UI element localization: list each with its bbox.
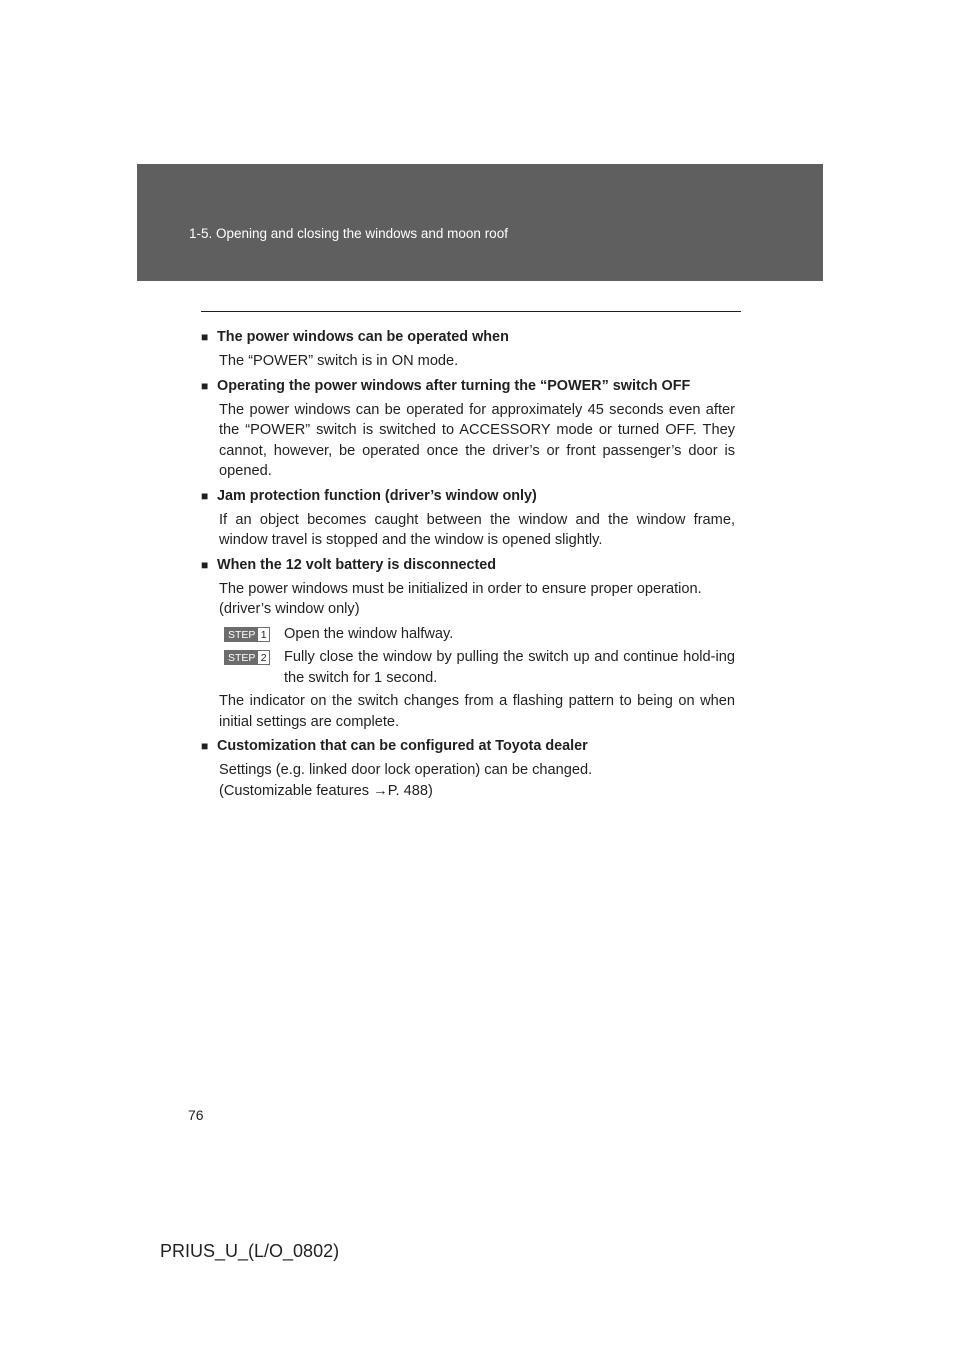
square-bullet-icon: ■ (201, 378, 209, 393)
paragraph: The power windows can be operated for approximately 45 seconds even after the “POWER” switch is switched to ACCESSORY mode or turned OFF. They cannot, however, be operated once the driver’s or front passenger’s door is opened. (219, 401, 735, 479)
section-after-power-off (201, 376, 735, 482)
section-heading: ■ The power windows can be operated when (201, 329, 509, 345)
step-item (201, 647, 735, 688)
step-badge: STEP 2 (224, 650, 270, 665)
document-code: PRIUS_U_(L/O_0802) (160, 1241, 340, 1261)
section-title: 1-5. Opening and closing the windows and moon roof (189, 226, 508, 241)
paragraph: If an object becomes caught between the window and the window frame, window travel is stopped and the window is opened slightly. (219, 511, 735, 548)
section-power-windows-operated (201, 327, 735, 372)
step-text: Open the window halfway. (284, 625, 454, 642)
section-heading: ■ Customization that can be configured at Toyota dealer (201, 738, 588, 754)
section-battery-disconnected (201, 555, 735, 733)
step-badge: STEP 1 (224, 627, 270, 642)
section-heading: ■ When the 12 volt battery is disconnected (201, 556, 497, 573)
paragraph: Settings (e.g. linked door lock operation) can be changed. (Customizable features →P. 488) (219, 762, 593, 799)
section-jam-protection (201, 486, 735, 551)
square-bullet-icon: ■ (201, 488, 209, 503)
square-bullet-icon: ■ (201, 739, 209, 753)
step-text: Fully close the window by pulling the switch up and continue hold-ing the switch for 1 second. (284, 649, 735, 686)
square-bullet-icon: ■ (201, 557, 209, 572)
header-rule (201, 311, 741, 312)
section-customization (201, 736, 735, 801)
paragraph: The power windows must be initialized in order to ensure proper operation. (driver’s window only) (219, 580, 702, 617)
square-bullet-icon: ■ (201, 330, 209, 344)
paragraph: The “POWER” switch is in ON mode. (219, 353, 459, 369)
section-heading: ■ Operating the power windows after turning the “POWER” switch OFF (201, 377, 691, 394)
page-content (201, 327, 735, 805)
section-heading: ■ Jam protection function (driver’s window only) (201, 487, 537, 504)
page-number: 76 (188, 1107, 204, 1123)
paragraph: The indicator on the switch changes from a flashing pattern to being on when initial settings are complete. (219, 693, 735, 730)
header-band (137, 164, 823, 281)
step-item (201, 624, 735, 645)
